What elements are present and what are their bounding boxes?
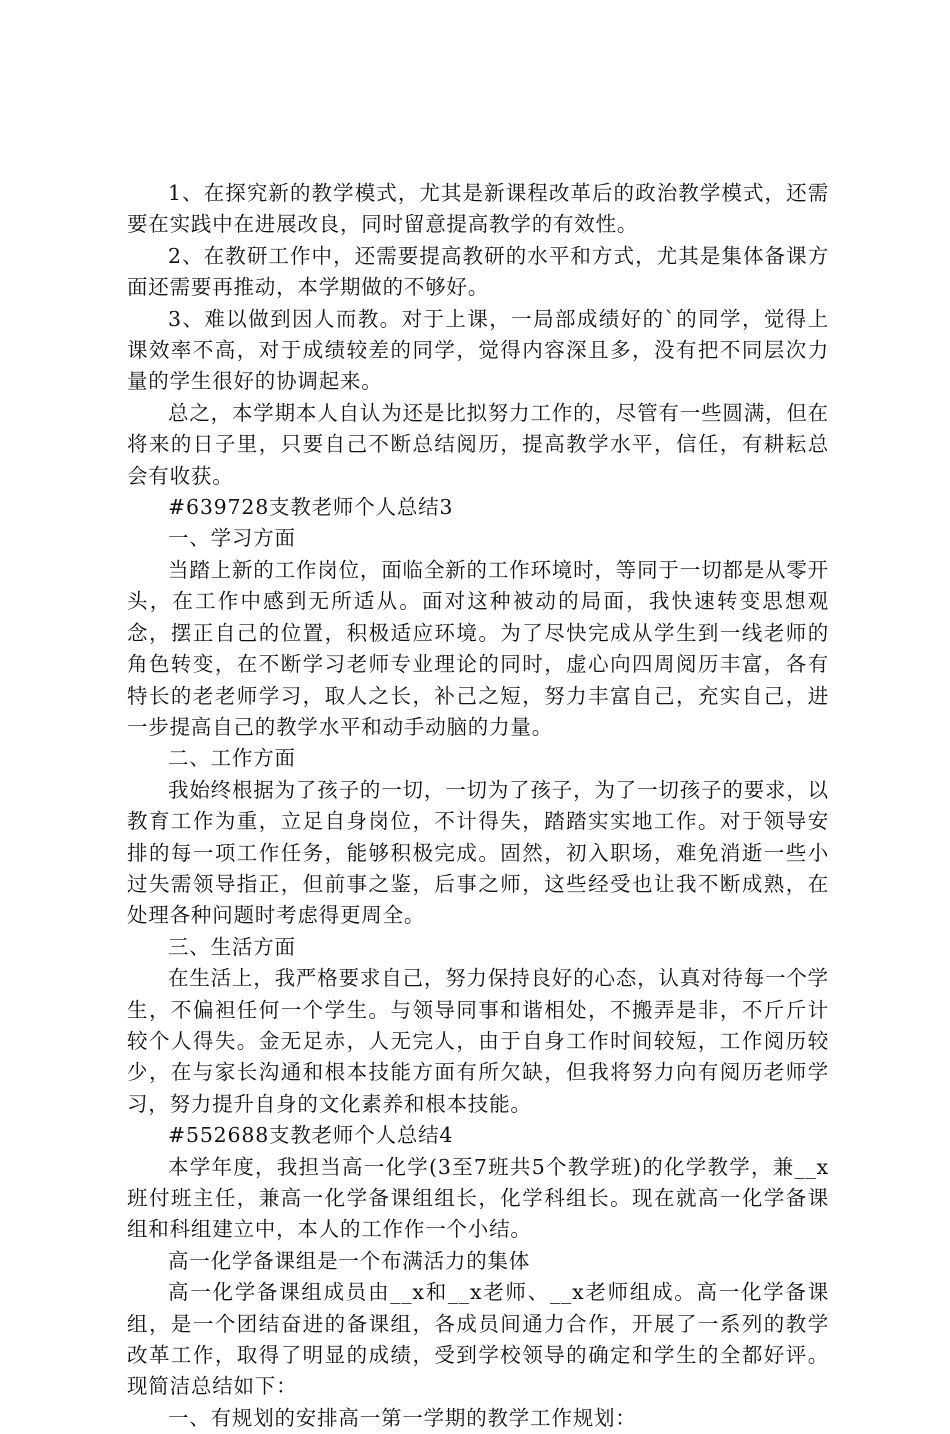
subheading-life: 三、生活方面 [168,934,296,959]
paragraph-point-2: 2、在教研工作中，还需要提高教研的水平和方式，尤其是集体备课方面还需要再推动，本学期做的不够好。 [127,243,829,300]
paragraph-study: 当踏上新的工作岗位，面临全新的工作环境时，等同于一切都是从零开头，在工作中感到无所适从。面对这种被动的局面，我快速转变思想观念，摆正自己的位置，积极适应环境。为了尽快完成从学生到一线老师的角色转变，在不断学习老师专业理论的同时，虚心向四周阅历丰富，各有特长的老老师学习，取人之长，补己之短，努力丰富自己，充实自己，进一步提高自己的教学水平和动手动脑的力量。 [127,557,829,739]
paragraph-conclusion: 总之，本学期本人自认为还是比拟努力工作的，尽管有一些圆满，但在将来的日子里，只要自己不断总结阅历，提高教学水平，信任，有耕耘总会有收获。 [127,400,829,488]
subheading-work: 二、工作方面 [168,746,296,771]
paragraph-work: 我始终根据为了孩子的一切，一切为了孩子，为了一切孩子的要求，以教育工作为重，立足自身岗位，不计得失，踏踏实实地工作。对于领导安排的每一项工作任务，能够积极完成。固然，初入职场，难免消逝一些小过失需领导指正，但前事之鉴，后事之师，这些经受也让我不断成熟，在处理各种问题时考虑得更周全。 [127,777,829,928]
paragraph-point-3: 3、难以做到因人而教。对于上课，一局部成绩好的`的同学，觉得上课效率不高，对于成绩较差的同学，觉得内容深且多，没有把不同层次力量的学生很好的协调起来。 [127,306,829,394]
section-heading-summary-3: #639728支教老师个人总结3 [168,495,454,520]
paragraph-team: 高一化学备课组成员由__x和__x老师、__x老师组成。高一化学备课组，是一个团结奋进的备课组，各成员间通力合作，开展了一系列的教学改革工作，取得了明显的成绩，受到学校领导的确定和学生的全都好评。现简洁总结如下： [127,1280,829,1399]
section-heading-summary-4: #552688支教老师个人总结4 [168,1123,454,1148]
document-body [127,178,829,1434]
subheading-team: 高一化学备课组是一个布满活力的集体 [168,1248,531,1273]
paragraph-year-overview: 本学年度，我担当高一化学(3至7班共5个教学班)的化学教学，兼__x班付班主任，兼高一化学备课组组长，化学科组长。现在就高一化学备课组和科组建立中，本人的工作作一个小结。 [127,1154,829,1242]
paragraph-life: 在生活上，我严格要求自己，努力保持良好的心态，认真对待每一个学生，不偏袒任何一个学生。与领导同事和谐相处，不搬弄是非，不斤斤计较个人得失。金无足赤，人无完人，由于自身工作时间较短，工作阅历较少，在与家长沟通和根本技能方面有所欠缺，但我将努力向有阅历老师学习，努力提升自身的文化素养和根本技能。 [127,966,829,1116]
subheading-plan: 一、有规划的安排高一第一学期的教学工作规划： [168,1405,637,1430]
paragraph-point-1: 1、在探究新的教学模式，尤其是新课程改革后的政治教学模式，还需要在实践中在进展改良，同时留意提高教学的有效性。 [127,181,829,237]
subheading-study: 一、学习方面 [168,526,296,551]
